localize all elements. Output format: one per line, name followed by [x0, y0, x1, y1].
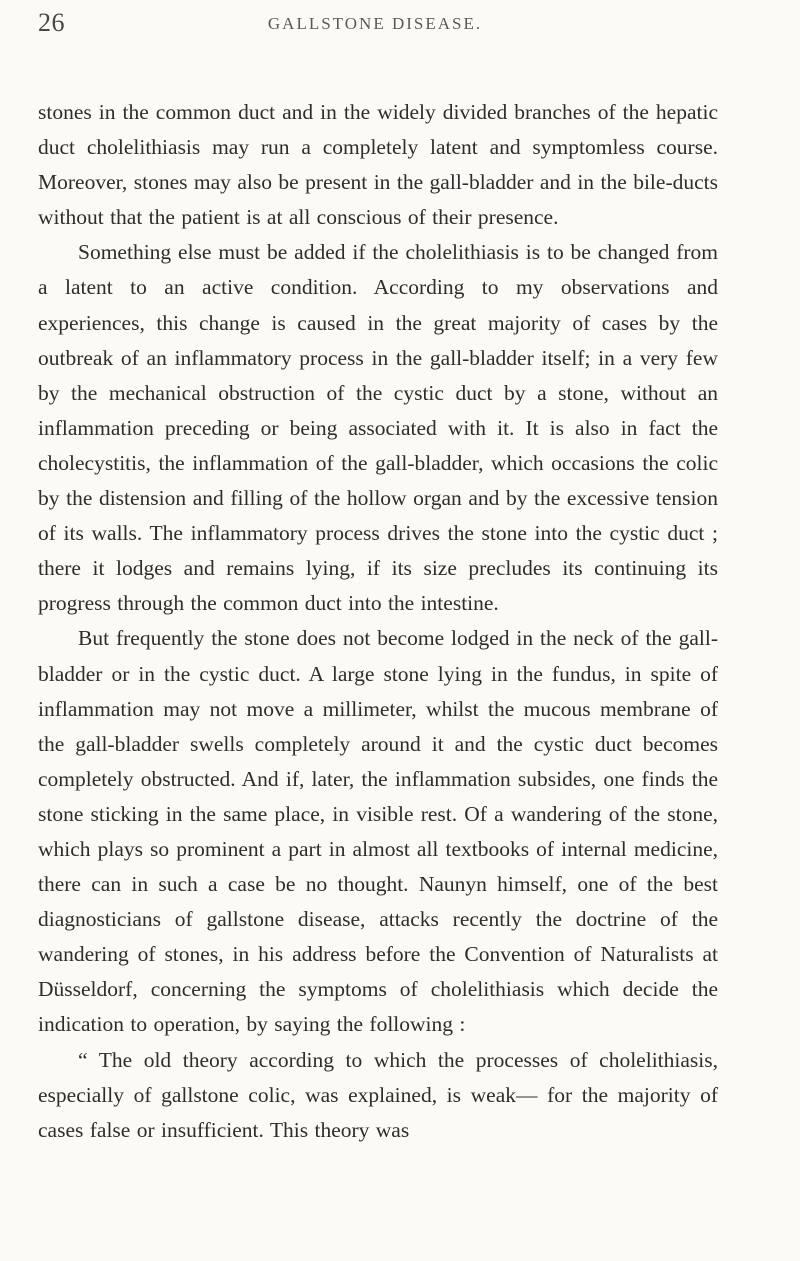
running-head: GALLSTONE DISEASE. — [267, 14, 483, 33]
paragraph: “ The old theory according to which the processes of cholelithiasis, especially of gallstone colic, was explained, is weak— for the majority of cases false or insufficient. This theory was — [38, 1047, 718, 1142]
paragraph: But frequently the stone does not become lodged in the neck of the gall-bladder or in the cystic duct. A large stone lying in the fundus, in spite of inflammation may not move a millimeter, whilst the mucous membrane of the gall-bladder swells completely around it and the cystic duct becomes completely obstructed. And if, later, the inflammation subsides, one finds the stone sticking in the same place, in visible rest. Of a wandering of the stone, which plays so prominent a part in almost all textbooks of internal medicine, there can in such a case be no thought. Naunyn himself, one of the best diagnosticians of gallstone disease, attacks recently the doctrine of the wandering of stones, in his address before the Convention of Naturalists at Düsseldorf, concerning the symptoms of cholelithiasis which decide the indication to operation, by saying the following : — [38, 626, 718, 1037]
body-text — [38, 95, 718, 1148]
page-number: 26 — [38, 8, 65, 37]
paragraph: stones in the common duct and in the widely divided branches of the hepatic duct cholelithiasis may run a completely latent and symptomless course. Moreover, stones may also be present in the gall-bladder and in the bile-ducts without that the patient is at all conscious of their presence. — [38, 100, 718, 230]
page-header — [38, 8, 712, 48]
paragraph: Something else must be added if the cholelithiasis is to be changed from a latent to an active condition. According to my observations and experiences, this change is caused in the great majority of cases by the outbreak of an inflammatory process in the gall-bladder itself; in a very few by the mechanical obstruction of the cystic duct by a stone, without an inflammation preceding or being associated with it. It is also in fact the cholecystitis, the inflammation of the gall-bladder, which occasions the colic by the distension and filling of the hollow organ and by the excessive tension of its walls. The inflammatory process drives the stone into the cystic duct ; there it lodges and remains lying, if its size precludes its continuing its progress through the common duct into the intestine. — [38, 240, 718, 616]
